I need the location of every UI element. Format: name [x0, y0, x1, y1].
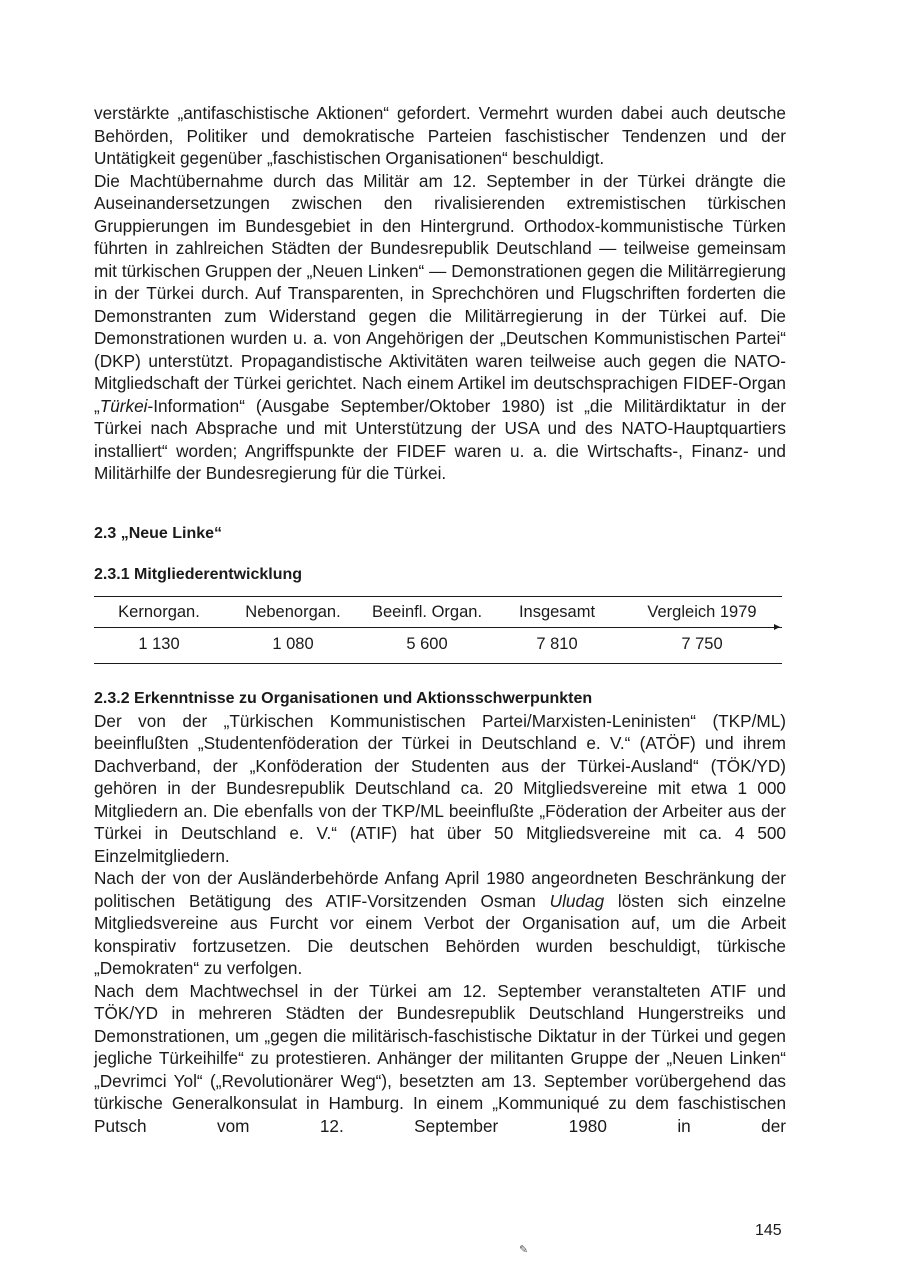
- text-run: Der von der „Türkischen Kommunistischen Partei/Marxisten-Leninisten“ (TKP/ML) beeinflußten „Studentenföderation der Türkei in Deutschland e. V.“ (ATÖF) und ihrem Dachverband, der „Konföderation der Studenten aus der Türkei-Ausland“ (TÖK/YD) gehören in der Bundesrepublik Deutschland ca. 20 Mitgliedsvereine mit etwa 1 000 Mitgliedern an. Die ebenfalls von der TKP/ML beeinflußte „Föderation der Arbeiter aus der Türkei in Deutschland e. V.“ (ATIF) hat über 50 Mitgliedsvereine mit ca. 4 500 Einzelmitgliedern.: [94, 710, 786, 866]
- table-cell: 7 750: [681, 634, 723, 653]
- column-header: Vergleich 1979: [647, 602, 757, 621]
- table-bottom-rule: [94, 663, 782, 664]
- text-run: lösten sich einzelne Mitgliedsvereine aus Furcht vor einem Verbot der Organisation auf, um die Arbeit konspirativ fortzusetzen. Die deutschen Behörden wurden beschuldigt, türkische „Demokraten“ zu verfolgen.: [94, 890, 786, 978]
- table-cell: 7 810: [536, 634, 578, 653]
- arrow-icon: [774, 624, 780, 630]
- scan-mark-icon: ✎: [519, 1244, 529, 1256]
- paragraph: [94, 867, 786, 980]
- emphasis-text: Türkei: [99, 395, 148, 416]
- table-cell: 1 130: [138, 634, 180, 653]
- emphasis-text: Uludag: [549, 890, 605, 911]
- paragraph: [94, 710, 786, 868]
- section-heading-2-3-1: 2.3.1 Mitgliederentwicklung: [94, 565, 303, 583]
- body-paragraphs: [94, 710, 786, 1138]
- column-header: Beeinfl. Organ.: [371, 602, 483, 621]
- text-run: -Information“ (Ausgabe September/Oktober 1980) ist „die Militärdiktatur in der Türkei nach Absprache und mit Unterstützung der USA und des NATO-Hauptquartiers installiert“ worden; Angriffspunkte der FIDEF waren u. a. die Wirtschafts-, Finanz- und Militärhilfe der Bundesregierung für die Türkei.: [94, 395, 786, 483]
- table-cell: 5 600: [406, 634, 448, 653]
- text-run: Nach dem Machtwechsel in der Türkei am 12. September veranstalteten ATIF und TÖK/YD in mehreren Städten der Bundesrepublik Deutschland Hungerstreiks und Demonstrationen, um „gegen die militärisch-faschistische Diktatur in der Türkei und gegen jegliche Türkeihilfe“ zu protestieren. Anhänger der militanten Gruppe der „Neuen Linken“ „Devrimci Yol“ („Revolutionärer Weg“), besetzten am 13. September vorübergehend das türkische Generalkonsulat in Hamburg. In einem „Kommuniqué zu dem faschistischen Putsch vom 12. September 1980 in der: [94, 980, 786, 1136]
- table-header-row: [94, 597, 782, 627]
- intro-paragraphs: [94, 102, 786, 485]
- table-cell: 1 080: [272, 634, 314, 653]
- document-page: [94, 102, 786, 1137]
- table-top-rule: [94, 596, 782, 597]
- text-run: Nach der von der Ausländerbehörde Anfang April 1980 angeordneten Beschränkung der politischen Betätigung des ATIF-Vorsitzenden Osman: [94, 868, 786, 911]
- page-number: 145: [755, 1222, 782, 1239]
- membership-table: [94, 596, 782, 664]
- column-header: Insgesamt: [518, 602, 596, 621]
- text-run: verstärkte „antifaschistische Aktionen“ gefordert. Vermehrt wurden dabei auch deutsche Behörden, Politiker und demokratische Parteien faschistischer Tendenzen und der Untätigkeit gegenüber „faschistischen Organisationen“ beschuldigt.: [94, 103, 786, 168]
- column-header: Nebenorgan.: [245, 602, 341, 621]
- text-run: Die Machtübernahme durch das Militär am 12. September in der Türkei drängte die Auseinandersetzungen zwischen den rivalisierenden extremistischen türkischen Gruppierungen im Bundesgebiet in den Hintergrund. Orthodox-kommunistische Türken führten in zahlreichen Städten der Bundesrepublik Deutschland — teilweise gemeinsam mit türkischen Gruppen der „Neuen Linken“ — Demonstrationen gegen die Militärregierung in der Türkei durch. Auf Transparenten, in Sprechchören und Flugschriften forderten die Demonstranten zum Widerstand gegen die Militärregierung in der Türkei auf. Die Demonstrationen wurden u. a. von Angehörigen der „Deutschen Kommunistischen Partei“ (DKP) unterstützt. Propagandistische Aktivitäten waren teilweise auch gegen die NATO-Mitgliedschaft der Türkei gerichtet. Nach einem Artikel im deutschsprachigen FIDEF-Organ „: [94, 170, 786, 416]
- paragraph: [94, 980, 786, 1138]
- paragraph: [94, 102, 786, 170]
- section-heading-2-3-2: 2.3.2 Erkenntnisse zu Organisationen und Aktionsschwerpunkten: [94, 689, 593, 707]
- table-mid-rule: [94, 627, 782, 628]
- section-heading-2-3: 2.3 „Neue Linke“: [94, 524, 223, 542]
- column-header: Kernorgan.: [118, 602, 200, 621]
- table-row: [94, 628, 782, 663]
- paragraph: [94, 170, 786, 485]
